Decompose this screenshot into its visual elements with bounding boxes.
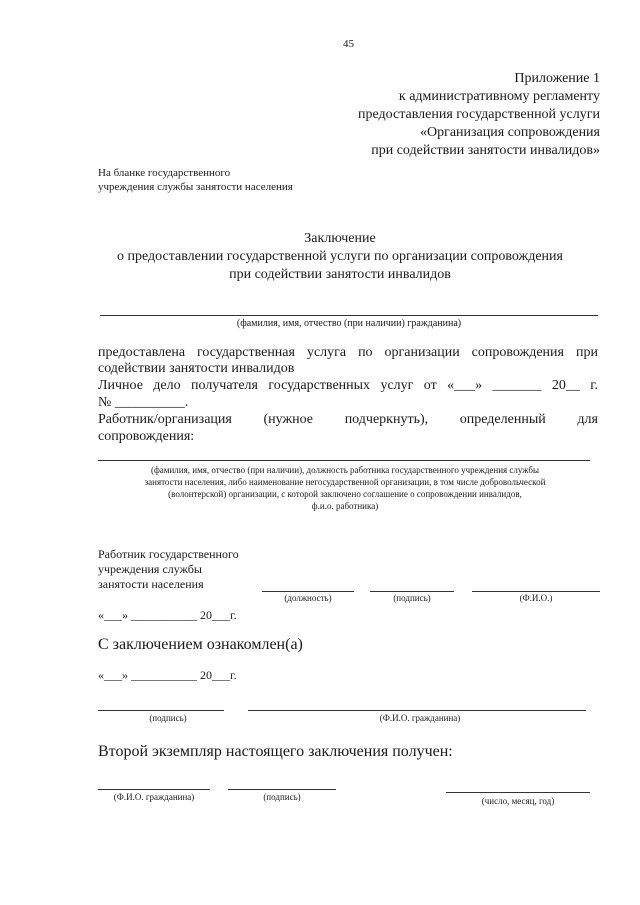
word: «___»	[447, 378, 483, 393]
word: сопровождения	[471, 345, 564, 360]
copy-name-line	[98, 789, 210, 790]
appendix-line: «Организация сопровождения	[419, 125, 600, 140]
word: от	[423, 378, 437, 393]
word: (нужное	[263, 412, 314, 427]
ack-name-caption: (Ф.И.О. гражданина)	[379, 713, 461, 723]
word: 20__	[551, 378, 580, 393]
signatory-line: учреждения службы	[98, 562, 202, 576]
copy-name-caption: (Ф.И.О. гражданина)	[113, 792, 195, 802]
word: для	[577, 412, 598, 427]
copy-signature-caption: (подпись)	[263, 792, 301, 802]
worker-name-line	[98, 460, 590, 461]
word: услуга	[306, 345, 347, 360]
word: г.	[590, 378, 598, 393]
ack-signature-line	[98, 710, 224, 711]
word: подчеркнуть),	[344, 412, 429, 427]
signatory-line: Работник государственного	[98, 547, 239, 561]
word: _______	[492, 378, 542, 393]
word: государственных	[268, 378, 371, 393]
appendix-line: Приложение 1	[514, 71, 600, 86]
appendix-line: при содействии занятости инвалидов»	[371, 143, 600, 158]
ack-name-line	[248, 710, 586, 711]
caption-line: занятости населения, либо наименование негосударственной организации, в том числе добровольческой	[144, 477, 546, 487]
appendix-block	[358, 70, 600, 160]
word: организации	[384, 345, 460, 360]
name-caption: (Ф.И.О.)	[519, 593, 553, 603]
signatory-date: «___» ___________ 20___г.	[98, 608, 237, 622]
appendix-line: к административному регламенту	[398, 89, 600, 104]
ack-signature-caption: (подпись)	[149, 713, 187, 723]
ack-label: С заключением ознакомлен(а)	[98, 636, 303, 653]
position-caption: (должность)	[284, 593, 332, 603]
body-paragraph-1-line-2: содействии занятости инвалидов	[98, 361, 295, 376]
word: получателя	[191, 378, 258, 393]
copy-date-line	[446, 792, 590, 793]
title-line: при содействии занятости инвалидов	[229, 267, 451, 282]
word: определенный	[459, 412, 546, 427]
word: Личное	[98, 378, 143, 393]
copy-date-caption: (число, месяц, год)	[481, 796, 555, 806]
letterhead-line: учреждения службы занятости населения	[98, 181, 293, 193]
signatory-label	[98, 547, 239, 592]
signatory-line: занятости населения	[98, 577, 204, 591]
worker-caption	[80, 464, 610, 512]
citizen-name-line	[100, 315, 598, 316]
word: услуг	[380, 378, 414, 393]
personal-file-line	[98, 378, 598, 394]
letterhead-line: На бланке государственного	[98, 167, 231, 179]
caption-line: (волонтерской) организации, с которой заключено соглашение о сопровождении инвалидов,	[168, 489, 522, 499]
title-line: о предоставлении государственной услуги по организации сопровождения	[117, 249, 563, 264]
word: дело	[153, 378, 181, 393]
page-number: 45	[343, 38, 354, 50]
word: по	[358, 345, 373, 360]
worker-organization-line-2: сопровождения:	[98, 429, 195, 444]
appendix-line: предоставления государственной услуги	[358, 107, 600, 122]
personal-file-number: № __________.	[98, 395, 189, 410]
word: предоставлена	[98, 345, 186, 360]
word: при	[575, 345, 598, 360]
position-line	[262, 591, 354, 592]
name-line	[472, 591, 600, 592]
caption-line: ф.и.о. работника)	[311, 501, 379, 511]
word: Работник/организация	[98, 412, 232, 427]
word: государственная	[197, 345, 295, 360]
worker-organization-line	[98, 412, 598, 428]
signature-caption: (подпись)	[393, 593, 431, 603]
citizen-caption: (фамилия, имя, отчество (при наличии) гражданина)	[236, 318, 462, 329]
ack-date: «___» ___________ 20___г.	[98, 668, 237, 682]
body-paragraph-1-line-1	[98, 345, 598, 361]
letterhead-note	[98, 166, 293, 194]
copy-label: Второй экземпляр настоящего заключения получен:	[98, 743, 453, 760]
title-heading: Заключение	[304, 231, 376, 246]
copy-signature-line	[228, 789, 336, 790]
document-title	[60, 230, 620, 284]
signature-line	[370, 591, 454, 592]
caption-line: (фамилия, имя, отчество (при наличии), должность работника государственного учреждения службы	[150, 465, 540, 475]
